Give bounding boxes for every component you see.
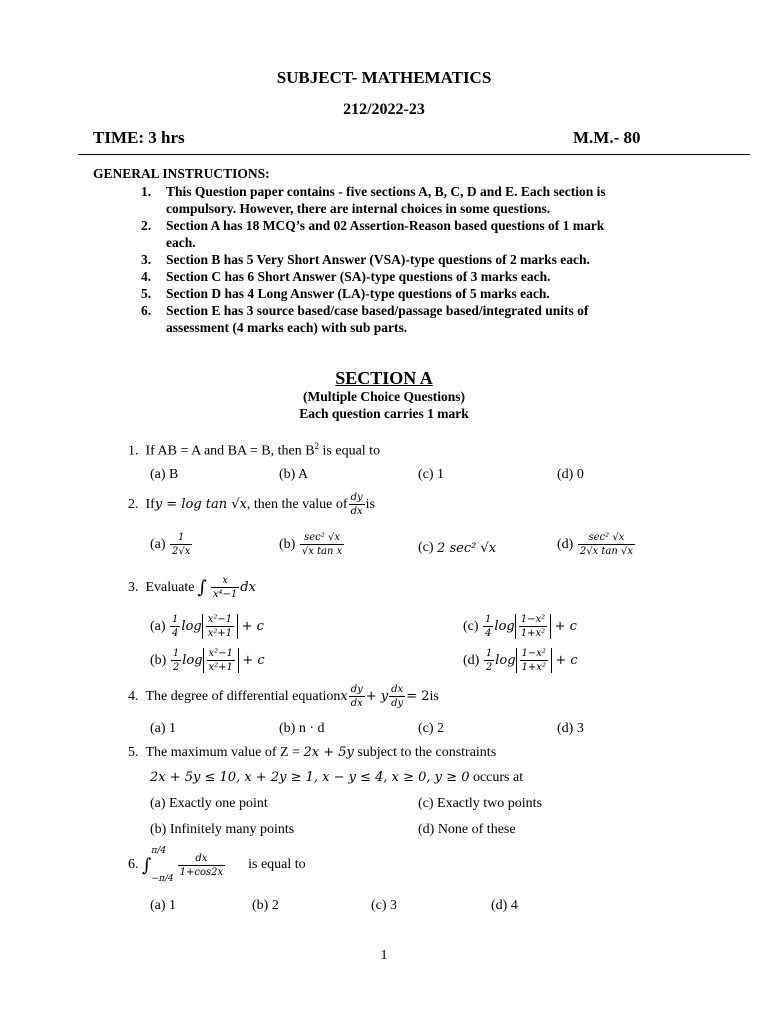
q4-option-b: (b) n · d — [279, 721, 325, 736]
instruction-item: 3. Section B has 5 Very Short Answer (VSA)-type questions of 2 marks each. — [141, 252, 590, 267]
q1-option-b: (b) A — [279, 467, 309, 482]
q3-option-c: (c) $\frac{1}{4}$ log $\frac{\text{1−x²}}{\text{1+x²}}$ + c — [463, 614, 577, 639]
q2-option-a: (a) $\frac{1}{2√x}$ — [150, 532, 191, 557]
q6-option-a: (a) 1 — [150, 898, 177, 913]
q6-option-b: (b) 2 — [252, 898, 279, 913]
q5-option-c: (c) Exactly two points — [418, 796, 543, 811]
q2-option-c: (c) 2 sec² √x — [418, 540, 497, 556]
instruction-item: 1. This Question paper contains - five sections A, B, C, D and E. Each section is compulsory. However, there are internal choices in some questions. — [141, 184, 606, 216]
q2-option-b: (b) $\frac{\text{sec² √x}}{\text{√x tan x}}$ — [279, 532, 343, 557]
question-2: 2. If y = log tan √x , then the value of $\frac{dy}{dx}$ is — [128, 492, 375, 517]
question-5-constraints: 2x + 5y ≤ 10, x + 2y ≥ 1, x − y ≤ 4, x ≥ 0, y ≥ 0 occurs at — [150, 770, 524, 785]
subject-title: SUBJECT- MATHEMATICS — [276, 68, 492, 87]
q1-option-c: (c) 1 — [418, 467, 445, 482]
q5-option-a: (a) Exactly one point — [150, 796, 268, 811]
q2-option-d: (d) $\frac{\text{sec² √x}}{\text{2√x tan √x}}$ — [557, 532, 633, 557]
page-number: 1 — [380, 948, 388, 963]
instructions-heading: GENERAL INSTRUCTIONS: — [93, 166, 270, 181]
q5-option-b: (b) Infinitely many points — [150, 822, 295, 837]
q6-option-d: (d) 4 — [491, 898, 518, 913]
q3-option-b: (b) $\frac{1}{2}$ log $\frac{\text{x²−1}}{\text{x²+1}}$ + c — [150, 648, 265, 673]
instruction-item: 6. Section E has 3 source based/case based/passage based/integrated units of assessment (4 marks each) with sub parts. — [141, 303, 589, 335]
header-divider — [78, 154, 750, 155]
instruction-item: 4. Section C has 6 Short Answer (SA)-type questions of 3 marks each. — [141, 269, 551, 284]
section-marks-note: Each question carries 1 mark — [299, 406, 469, 421]
question-3: 3. Evaluate ∫ $\frac{x}{\text{x⁴−1}}$ dx — [128, 575, 256, 600]
max-marks-label: M.M.- 80 — [573, 128, 641, 147]
instruction-item: 2. Section A has 18 MCQ’s and 02 Assertion-Reason based questions of 1 mark each. — [141, 218, 605, 250]
q4-option-a: (a) 1 — [150, 721, 177, 736]
question-1: 1. If AB = A and BA = B, then $B^2$ is equal to — [128, 441, 381, 459]
q3-option-d: (d) $\frac{1}{2}$ log $\frac{\text{1−x²}}{\text{1+x²}}$ + c — [463, 648, 578, 673]
instructions-list — [141, 183, 691, 336]
question-5: 5. The maximum value of Z = 2x + 5y subject to the constraints — [128, 745, 497, 760]
q5-option-d: (d) None of these — [418, 822, 516, 837]
question-4: 4. The degree of differential equation x $\frac{dy}{dx}$ + y $\frac{dx}{dy}$ = 2 is — [128, 684, 439, 709]
section-title: SECTION A — [335, 368, 433, 388]
question-6: 6. ∫ π/4 −π/4 $\frac{dx}{1+\cos 2x}$ is equal to — [128, 846, 306, 884]
q4-option-d: (d) 3 — [557, 721, 584, 736]
section-subtitle: (Multiple Choice Questions) — [303, 389, 465, 404]
q6-option-c: (c) 3 — [371, 898, 398, 913]
time-label: TIME: 3 hrs — [93, 128, 185, 147]
q1-option-d: (d) 0 — [557, 467, 584, 482]
q1-option-a: (a) B — [150, 467, 179, 482]
q3-option-a: (a) $\frac{1}{4}$ log $\frac{\text{x²−1}}{\text{x²+1}}$ + c — [150, 614, 264, 639]
paper-code: 212/2022-23 — [343, 101, 425, 118]
q4-option-c: (c) 2 — [418, 721, 445, 736]
instruction-item: 5. Section D has 4 Long Answer (LA)-type questions of 5 marks each. — [141, 286, 550, 301]
